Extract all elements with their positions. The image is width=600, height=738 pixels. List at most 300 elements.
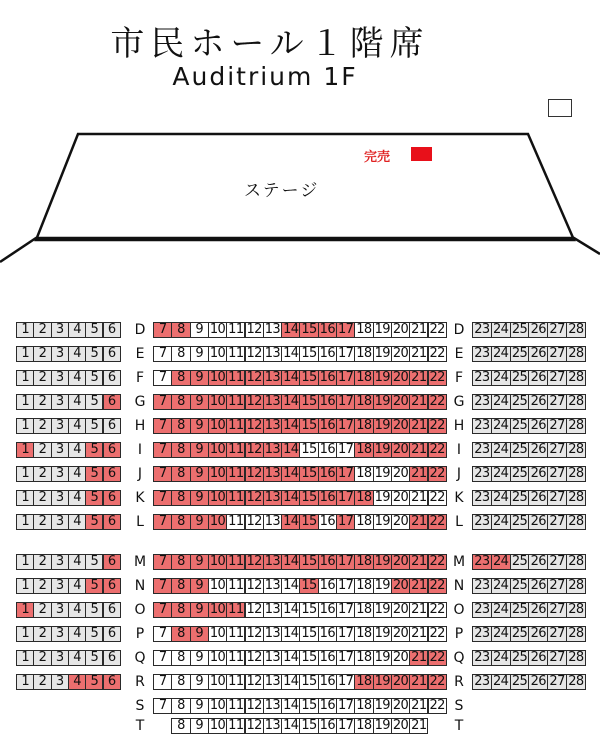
seat-J-5[interactable]: 5 xyxy=(85,466,103,482)
seat-D-25[interactable]: 25 xyxy=(510,322,530,338)
seat-J-28[interactable]: 28 xyxy=(566,466,586,482)
seat-S-17[interactable]: 17 xyxy=(337,698,354,713)
seat-Q-12[interactable]: 12 xyxy=(246,650,262,665)
seat-G-6[interactable]: 6 xyxy=(103,394,121,410)
seat-P-6[interactable]: 6 xyxy=(103,626,121,642)
seat-F-6[interactable]: 6 xyxy=(103,370,121,386)
seat-K-25[interactable]: 25 xyxy=(510,490,530,506)
seat-M-15[interactable]: 15 xyxy=(301,554,317,569)
seat-I-3[interactable]: 3 xyxy=(51,442,69,458)
seat-G-26[interactable]: 26 xyxy=(528,394,548,410)
seat-H-25[interactable]: 25 xyxy=(510,418,530,434)
seat-K-12[interactable]: 12 xyxy=(246,490,262,505)
seat-I-16[interactable]: 16 xyxy=(319,442,335,457)
seat-Q-18[interactable]: 18 xyxy=(356,650,372,665)
seat-J-17[interactable]: 17 xyxy=(337,466,354,481)
seat-I-8[interactable]: 8 xyxy=(171,442,190,458)
seat-D-6[interactable]: 6 xyxy=(103,322,121,338)
seat-L-26[interactable]: 26 xyxy=(528,514,548,530)
seat-R-6[interactable]: 6 xyxy=(103,674,121,690)
seat-M-8[interactable]: 8 xyxy=(171,554,190,570)
seat-N-27[interactable]: 27 xyxy=(547,578,567,594)
seat-D-8[interactable]: 8 xyxy=(171,322,190,338)
seat-J-4[interactable]: 4 xyxy=(68,466,86,482)
seat-P-24[interactable]: 24 xyxy=(491,626,511,642)
seat-K-27[interactable]: 27 xyxy=(547,490,567,506)
seat-Q-21[interactable]: 21 xyxy=(411,650,427,665)
seat-F-9[interactable]: 9 xyxy=(190,370,209,386)
seat-Q-3[interactable]: 3 xyxy=(51,650,69,666)
seat-T-18[interactable]: 18 xyxy=(356,718,372,733)
seat-H-10[interactable]: 10 xyxy=(209,418,226,433)
seat-K-8[interactable]: 8 xyxy=(171,490,190,506)
seat-G-16[interactable]: 16 xyxy=(319,394,335,409)
seat-F-15[interactable]: 15 xyxy=(301,370,317,385)
seat-G-20[interactable]: 20 xyxy=(392,394,409,409)
seat-R-10[interactable]: 10 xyxy=(209,674,226,689)
seat-N-18[interactable]: 18 xyxy=(356,578,372,593)
seat-J-19[interactable]: 19 xyxy=(374,466,390,481)
seat-P-15[interactable]: 15 xyxy=(301,626,317,641)
seat-D-24[interactable]: 24 xyxy=(491,322,511,338)
seat-O-27[interactable]: 27 xyxy=(547,602,567,618)
seat-Q-16[interactable]: 16 xyxy=(319,650,335,665)
seat-O-25[interactable]: 25 xyxy=(510,602,530,618)
seat-G-27[interactable]: 27 xyxy=(547,394,567,410)
seat-K-24[interactable]: 24 xyxy=(491,490,511,506)
seat-G-19[interactable]: 19 xyxy=(374,394,390,409)
seat-G-12[interactable]: 12 xyxy=(246,394,262,409)
seat-D-7[interactable]: 7 xyxy=(153,322,172,338)
seat-L-9[interactable]: 9 xyxy=(190,514,209,530)
seat-M-25[interactable]: 25 xyxy=(510,554,530,570)
seat-J-23[interactable]: 23 xyxy=(472,466,492,482)
seat-O-11[interactable]: 11 xyxy=(228,602,244,617)
seat-R-14[interactable]: 14 xyxy=(283,674,299,689)
seat-E-17[interactable]: 17 xyxy=(337,346,354,361)
seat-M-18[interactable]: 18 xyxy=(356,554,372,569)
seat-O-20[interactable]: 20 xyxy=(392,602,409,617)
seat-L-4[interactable]: 4 xyxy=(68,514,86,530)
seat-F-21[interactable]: 21 xyxy=(411,370,427,385)
seat-I-18[interactable]: 18 xyxy=(356,442,372,457)
seat-J-25[interactable]: 25 xyxy=(510,466,530,482)
seat-J-9[interactable]: 9 xyxy=(190,466,209,482)
seat-H-13[interactable]: 13 xyxy=(264,418,281,433)
seat-P-8[interactable]: 8 xyxy=(171,626,190,642)
seat-Q-10[interactable]: 10 xyxy=(209,650,226,665)
seat-Q-15[interactable]: 15 xyxy=(301,650,317,665)
seat-H-23[interactable]: 23 xyxy=(472,418,492,434)
seat-F-10[interactable]: 10 xyxy=(209,370,226,385)
seat-I-13[interactable]: 13 xyxy=(264,442,281,457)
seat-P-12[interactable]: 12 xyxy=(246,626,262,641)
seat-J-15[interactable]: 15 xyxy=(301,466,317,481)
seat-K-2[interactable]: 2 xyxy=(33,490,51,506)
seat-E-12[interactable]: 12 xyxy=(246,346,262,361)
seat-H-1[interactable]: 1 xyxy=(16,418,34,434)
seat-O-15[interactable]: 15 xyxy=(301,602,317,617)
seat-K-13[interactable]: 13 xyxy=(264,490,281,505)
seat-F-7[interactable]: 7 xyxy=(153,370,172,386)
seat-L-6[interactable]: 6 xyxy=(103,514,121,530)
seat-P-19[interactable]: 19 xyxy=(374,626,390,641)
seat-G-14[interactable]: 14 xyxy=(283,394,299,409)
seat-J-20[interactable]: 20 xyxy=(392,466,409,481)
seat-F-24[interactable]: 24 xyxy=(491,370,511,386)
seat-E-11[interactable]: 11 xyxy=(228,346,244,361)
seat-I-15[interactable]: 15 xyxy=(301,442,317,457)
seat-T-10[interactable]: 10 xyxy=(209,718,226,733)
seat-S-15[interactable]: 15 xyxy=(301,698,317,713)
seat-K-10[interactable]: 10 xyxy=(209,490,226,505)
seat-J-10[interactable]: 10 xyxy=(209,466,226,481)
seat-R-2[interactable]: 2 xyxy=(33,674,51,690)
seat-M-6[interactable]: 6 xyxy=(103,554,121,570)
seat-O-14[interactable]: 14 xyxy=(283,602,299,617)
seat-S-20[interactable]: 20 xyxy=(392,698,409,713)
seat-R-11[interactable]: 11 xyxy=(228,674,244,689)
seat-G-25[interactable]: 25 xyxy=(510,394,530,410)
seat-G-11[interactable]: 11 xyxy=(228,394,244,409)
seat-K-26[interactable]: 26 xyxy=(528,490,548,506)
seat-O-22[interactable]: 22 xyxy=(429,602,445,617)
seat-D-20[interactable]: 20 xyxy=(392,322,409,337)
seat-H-11[interactable]: 11 xyxy=(228,418,244,433)
seat-R-23[interactable]: 23 xyxy=(472,674,492,690)
seat-M-13[interactable]: 13 xyxy=(264,554,281,569)
seat-F-3[interactable]: 3 xyxy=(51,370,69,386)
seat-M-22[interactable]: 22 xyxy=(429,554,445,569)
seat-K-3[interactable]: 3 xyxy=(51,490,69,506)
seat-T-11[interactable]: 11 xyxy=(228,718,244,733)
seat-F-12[interactable]: 12 xyxy=(246,370,262,385)
seat-G-17[interactable]: 17 xyxy=(337,394,354,409)
seat-N-24[interactable]: 24 xyxy=(491,578,511,594)
seat-P-14[interactable]: 14 xyxy=(283,626,299,641)
seat-D-16[interactable]: 16 xyxy=(319,322,335,337)
seat-P-4[interactable]: 4 xyxy=(68,626,86,642)
seat-T-9[interactable]: 9 xyxy=(190,718,209,734)
seat-S-14[interactable]: 14 xyxy=(283,698,299,713)
seat-F-26[interactable]: 26 xyxy=(528,370,548,386)
seat-O-2[interactable]: 2 xyxy=(33,602,51,618)
seat-F-23[interactable]: 23 xyxy=(472,370,492,386)
seat-H-7[interactable]: 7 xyxy=(153,418,172,434)
seat-O-18[interactable]: 18 xyxy=(356,602,372,617)
seat-I-10[interactable]: 10 xyxy=(209,442,226,457)
seat-G-28[interactable]: 28 xyxy=(566,394,586,410)
seat-R-24[interactable]: 24 xyxy=(491,674,511,690)
seat-F-5[interactable]: 5 xyxy=(85,370,103,386)
seat-M-28[interactable]: 28 xyxy=(566,554,586,570)
seat-Q-9[interactable]: 9 xyxy=(190,650,209,666)
seat-E-8[interactable]: 8 xyxy=(171,346,190,362)
seat-O-3[interactable]: 3 xyxy=(51,602,69,618)
seat-D-12[interactable]: 12 xyxy=(246,322,262,337)
seat-J-27[interactable]: 27 xyxy=(547,466,567,482)
seat-H-8[interactable]: 8 xyxy=(171,418,190,434)
seat-J-24[interactable]: 24 xyxy=(491,466,511,482)
seat-K-1[interactable]: 1 xyxy=(16,490,34,506)
seat-Q-28[interactable]: 28 xyxy=(566,650,586,666)
seat-R-8[interactable]: 8 xyxy=(171,674,190,690)
seat-H-15[interactable]: 15 xyxy=(301,418,317,433)
seat-K-9[interactable]: 9 xyxy=(190,490,209,506)
seat-J-14[interactable]: 14 xyxy=(283,466,299,481)
seat-K-14[interactable]: 14 xyxy=(283,490,299,505)
seat-N-15[interactable]: 15 xyxy=(301,578,317,593)
seat-G-2[interactable]: 2 xyxy=(33,394,51,410)
seat-R-26[interactable]: 26 xyxy=(528,674,548,690)
seat-K-4[interactable]: 4 xyxy=(68,490,86,506)
seat-E-28[interactable]: 28 xyxy=(566,346,586,362)
seat-R-1[interactable]: 1 xyxy=(16,674,34,690)
seat-D-13[interactable]: 13 xyxy=(264,322,281,337)
seat-K-19[interactable]: 19 xyxy=(374,490,390,505)
seat-O-19[interactable]: 19 xyxy=(374,602,390,617)
seat-K-17[interactable]: 17 xyxy=(337,490,354,505)
seat-M-23[interactable]: 23 xyxy=(472,554,492,570)
seat-P-26[interactable]: 26 xyxy=(528,626,548,642)
seat-R-28[interactable]: 28 xyxy=(566,674,586,690)
seat-P-9[interactable]: 9 xyxy=(190,626,209,642)
seat-M-21[interactable]: 21 xyxy=(411,554,427,569)
seat-K-15[interactable]: 15 xyxy=(301,490,317,505)
seat-N-28[interactable]: 28 xyxy=(566,578,586,594)
seat-O-24[interactable]: 24 xyxy=(491,602,511,618)
seat-P-28[interactable]: 28 xyxy=(566,626,586,642)
seat-M-10[interactable]: 10 xyxy=(209,554,226,569)
seat-E-27[interactable]: 27 xyxy=(547,346,567,362)
seat-D-14[interactable]: 14 xyxy=(283,322,299,337)
seat-T-16[interactable]: 16 xyxy=(319,718,335,733)
seat-N-3[interactable]: 3 xyxy=(51,578,69,594)
seat-F-28[interactable]: 28 xyxy=(566,370,586,386)
seat-T-20[interactable]: 20 xyxy=(392,718,409,733)
seat-R-25[interactable]: 25 xyxy=(510,674,530,690)
seat-M-20[interactable]: 20 xyxy=(392,554,409,569)
seat-S-18[interactable]: 18 xyxy=(356,698,372,713)
seat-K-5[interactable]: 5 xyxy=(85,490,103,506)
seat-Q-20[interactable]: 20 xyxy=(392,650,409,665)
seat-I-25[interactable]: 25 xyxy=(510,442,530,458)
seat-P-2[interactable]: 2 xyxy=(33,626,51,642)
seat-R-19[interactable]: 19 xyxy=(374,674,390,689)
seat-Q-27[interactable]: 27 xyxy=(547,650,567,666)
seat-N-10[interactable]: 10 xyxy=(209,578,226,593)
seat-N-8[interactable]: 8 xyxy=(171,578,190,594)
seat-E-24[interactable]: 24 xyxy=(491,346,511,362)
seat-O-9[interactable]: 9 xyxy=(190,602,209,618)
seat-N-17[interactable]: 17 xyxy=(337,578,354,593)
seat-T-14[interactable]: 14 xyxy=(283,718,299,733)
seat-O-6[interactable]: 6 xyxy=(103,602,121,618)
seat-I-27[interactable]: 27 xyxy=(547,442,567,458)
seat-N-25[interactable]: 25 xyxy=(510,578,530,594)
seat-G-3[interactable]: 3 xyxy=(51,394,69,410)
seat-D-21[interactable]: 21 xyxy=(411,322,427,337)
seat-E-23[interactable]: 23 xyxy=(472,346,492,362)
seat-G-13[interactable]: 13 xyxy=(264,394,281,409)
seat-G-7[interactable]: 7 xyxy=(153,394,172,410)
seat-D-3[interactable]: 3 xyxy=(51,322,69,338)
seat-O-7[interactable]: 7 xyxy=(153,602,172,618)
seat-F-20[interactable]: 20 xyxy=(392,370,409,385)
seat-H-27[interactable]: 27 xyxy=(547,418,567,434)
seat-J-18[interactable]: 18 xyxy=(356,466,372,481)
seat-D-28[interactable]: 28 xyxy=(566,322,586,338)
seat-N-11[interactable]: 11 xyxy=(228,578,244,593)
seat-I-23[interactable]: 23 xyxy=(472,442,492,458)
seat-R-20[interactable]: 20 xyxy=(392,674,409,689)
seat-E-26[interactable]: 26 xyxy=(528,346,548,362)
seat-H-17[interactable]: 17 xyxy=(337,418,354,433)
seat-D-9[interactable]: 9 xyxy=(190,322,209,338)
seat-J-22[interactable]: 22 xyxy=(429,466,445,481)
seat-M-3[interactable]: 3 xyxy=(51,554,69,570)
seat-M-27[interactable]: 27 xyxy=(547,554,567,570)
seat-K-7[interactable]: 7 xyxy=(153,490,172,506)
seat-E-25[interactable]: 25 xyxy=(510,346,530,362)
seat-H-19[interactable]: 19 xyxy=(374,418,390,433)
seat-N-20[interactable]: 20 xyxy=(392,578,409,593)
seat-I-24[interactable]: 24 xyxy=(491,442,511,458)
seat-H-14[interactable]: 14 xyxy=(283,418,299,433)
seat-E-14[interactable]: 14 xyxy=(283,346,299,361)
seat-F-2[interactable]: 2 xyxy=(33,370,51,386)
seat-R-4[interactable]: 4 xyxy=(68,674,86,690)
seat-Q-2[interactable]: 2 xyxy=(33,650,51,666)
seat-K-22[interactable]: 22 xyxy=(429,490,445,505)
seat-H-26[interactable]: 26 xyxy=(528,418,548,434)
seat-I-11[interactable]: 11 xyxy=(228,442,244,457)
seat-I-7[interactable]: 7 xyxy=(153,442,172,458)
seat-S-16[interactable]: 16 xyxy=(319,698,335,713)
seat-P-11[interactable]: 11 xyxy=(228,626,244,641)
seat-L-22[interactable]: 22 xyxy=(429,514,445,529)
seat-O-1[interactable]: 1 xyxy=(16,602,34,618)
seat-L-13[interactable]: 13 xyxy=(264,514,281,529)
seat-J-8[interactable]: 8 xyxy=(171,466,190,482)
seat-Q-5[interactable]: 5 xyxy=(85,650,103,666)
seat-I-1[interactable]: 1 xyxy=(16,442,34,458)
seat-R-21[interactable]: 21 xyxy=(411,674,427,689)
seat-K-11[interactable]: 11 xyxy=(228,490,244,505)
seat-T-17[interactable]: 17 xyxy=(337,718,354,733)
seat-R-9[interactable]: 9 xyxy=(190,674,209,690)
seat-N-14[interactable]: 14 xyxy=(283,578,299,593)
seat-E-6[interactable]: 6 xyxy=(103,346,121,362)
seat-E-13[interactable]: 13 xyxy=(264,346,281,361)
seat-I-26[interactable]: 26 xyxy=(528,442,548,458)
seat-H-18[interactable]: 18 xyxy=(356,418,372,433)
seat-I-12[interactable]: 12 xyxy=(246,442,262,457)
seat-D-10[interactable]: 10 xyxy=(209,322,226,337)
seat-M-16[interactable]: 16 xyxy=(319,554,335,569)
seat-J-21[interactable]: 21 xyxy=(411,466,427,481)
seat-H-12[interactable]: 12 xyxy=(246,418,262,433)
seat-H-2[interactable]: 2 xyxy=(33,418,51,434)
seat-G-10[interactable]: 10 xyxy=(209,394,226,409)
seat-D-4[interactable]: 4 xyxy=(68,322,86,338)
seat-E-3[interactable]: 3 xyxy=(51,346,69,362)
seat-G-5[interactable]: 5 xyxy=(85,394,103,410)
seat-D-18[interactable]: 18 xyxy=(356,322,372,337)
seat-H-4[interactable]: 4 xyxy=(68,418,86,434)
seat-Q-24[interactable]: 24 xyxy=(491,650,511,666)
seat-P-10[interactable]: 10 xyxy=(209,626,226,641)
seat-N-2[interactable]: 2 xyxy=(33,578,51,594)
seat-L-3[interactable]: 3 xyxy=(51,514,69,530)
seat-R-22[interactable]: 22 xyxy=(429,674,445,689)
seat-N-22[interactable]: 22 xyxy=(429,578,445,593)
seat-P-1[interactable]: 1 xyxy=(16,626,34,642)
seat-P-17[interactable]: 17 xyxy=(337,626,354,641)
seat-G-21[interactable]: 21 xyxy=(411,394,427,409)
seat-M-9[interactable]: 9 xyxy=(190,554,209,570)
seat-R-18[interactable]: 18 xyxy=(356,674,372,689)
seat-L-27[interactable]: 27 xyxy=(547,514,567,530)
seat-M-17[interactable]: 17 xyxy=(337,554,354,569)
seat-J-1[interactable]: 1 xyxy=(16,466,34,482)
seat-L-1[interactable]: 1 xyxy=(16,514,34,530)
seat-I-21[interactable]: 21 xyxy=(411,442,427,457)
seat-Q-13[interactable]: 13 xyxy=(264,650,281,665)
seat-J-11[interactable]: 11 xyxy=(228,466,244,481)
seat-J-16[interactable]: 16 xyxy=(319,466,335,481)
seat-F-19[interactable]: 19 xyxy=(374,370,390,385)
seat-Q-1[interactable]: 1 xyxy=(16,650,34,666)
seat-E-18[interactable]: 18 xyxy=(356,346,372,361)
seat-R-16[interactable]: 16 xyxy=(319,674,335,689)
seat-K-16[interactable]: 16 xyxy=(319,490,335,505)
seat-P-13[interactable]: 13 xyxy=(264,626,281,641)
seat-J-12[interactable]: 12 xyxy=(246,466,262,481)
seat-E-9[interactable]: 9 xyxy=(190,346,209,362)
seat-O-28[interactable]: 28 xyxy=(566,602,586,618)
seat-N-21[interactable]: 21 xyxy=(411,578,427,593)
seat-D-22[interactable]: 22 xyxy=(429,322,445,337)
seat-L-19[interactable]: 19 xyxy=(374,514,390,529)
seat-N-7[interactable]: 7 xyxy=(153,578,172,594)
seat-E-2[interactable]: 2 xyxy=(33,346,51,362)
seat-D-11[interactable]: 11 xyxy=(228,322,244,337)
seat-N-12[interactable]: 12 xyxy=(246,578,262,593)
seat-J-7[interactable]: 7 xyxy=(153,466,172,482)
seat-F-1[interactable]: 1 xyxy=(16,370,34,386)
seat-D-5[interactable]: 5 xyxy=(85,322,103,338)
seat-T-21[interactable]: 21 xyxy=(411,718,427,733)
seat-F-17[interactable]: 17 xyxy=(337,370,354,385)
seat-F-13[interactable]: 13 xyxy=(264,370,281,385)
seat-O-5[interactable]: 5 xyxy=(85,602,103,618)
seat-D-17[interactable]: 17 xyxy=(337,322,354,337)
seat-K-21[interactable]: 21 xyxy=(411,490,427,505)
seat-O-13[interactable]: 13 xyxy=(264,602,281,617)
seat-M-5[interactable]: 5 xyxy=(85,554,103,570)
seat-N-5[interactable]: 5 xyxy=(85,578,103,594)
seat-O-10[interactable]: 10 xyxy=(209,602,226,617)
seat-T-19[interactable]: 19 xyxy=(374,718,390,733)
seat-K-20[interactable]: 20 xyxy=(392,490,409,505)
seat-P-7[interactable]: 7 xyxy=(153,626,172,642)
seat-Q-23[interactable]: 23 xyxy=(472,650,492,666)
seat-I-19[interactable]: 19 xyxy=(374,442,390,457)
seat-T-12[interactable]: 12 xyxy=(246,718,262,733)
seat-I-22[interactable]: 22 xyxy=(429,442,445,457)
seat-N-9[interactable]: 9 xyxy=(190,578,209,594)
